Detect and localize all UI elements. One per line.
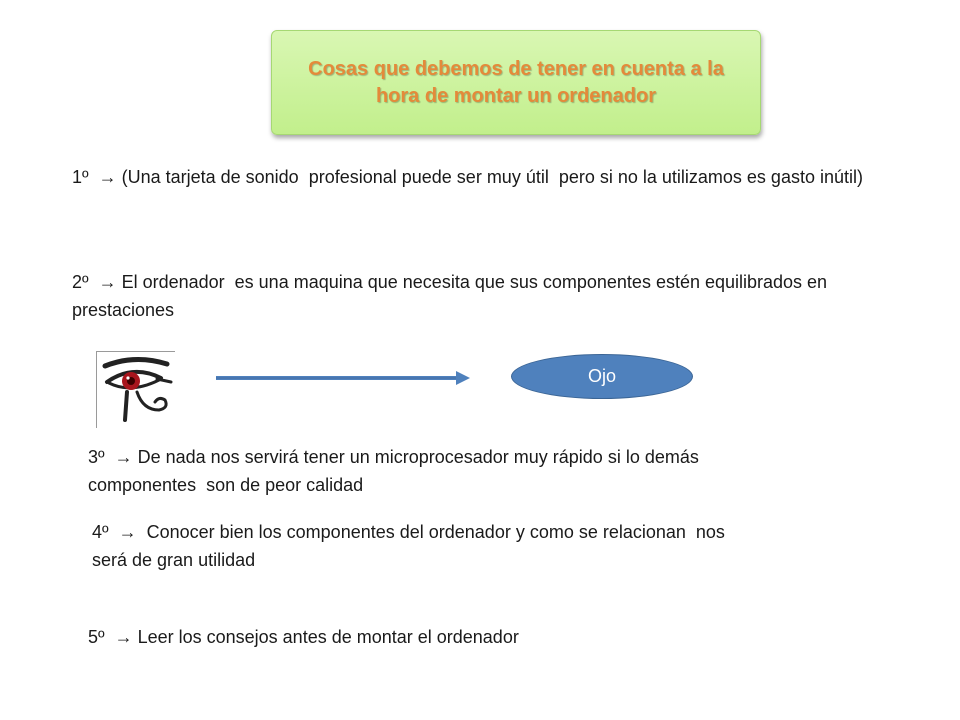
title-line-1: Cosas que debemos de tener en cuenta a la bbox=[308, 57, 724, 80]
title-box bbox=[271, 30, 761, 135]
point-1: 1º → (Una tarjeta de sonido profesional puede ser muy útil pero si no la utilizamos es gasto inútil) bbox=[72, 167, 863, 187]
point-3: 3º → De nada nos servirá tener un microprocesador muy rápido si lo demás componentes son de peor calidad bbox=[88, 447, 704, 495]
point-2: 2º → El ordenador es una maquina que necesita que sus componentes estén equilibrados en prestaciones bbox=[72, 272, 833, 320]
title-line-2: hora de montar un ordenador bbox=[375, 84, 656, 107]
point-4: 4º → Conocer bien los componentes del ordenador y como se relacionan nos será de gran utilidad bbox=[92, 522, 730, 570]
connector-arrow bbox=[214, 368, 472, 388]
ojo-label: Ojo bbox=[587, 366, 616, 386]
eye-of-horus-icon bbox=[96, 351, 175, 428]
point-5: 5º → Leer los consejos antes de montar el ordenador bbox=[88, 627, 519, 647]
slide-title bbox=[292, 56, 740, 110]
ojo-oval bbox=[511, 354, 693, 399]
